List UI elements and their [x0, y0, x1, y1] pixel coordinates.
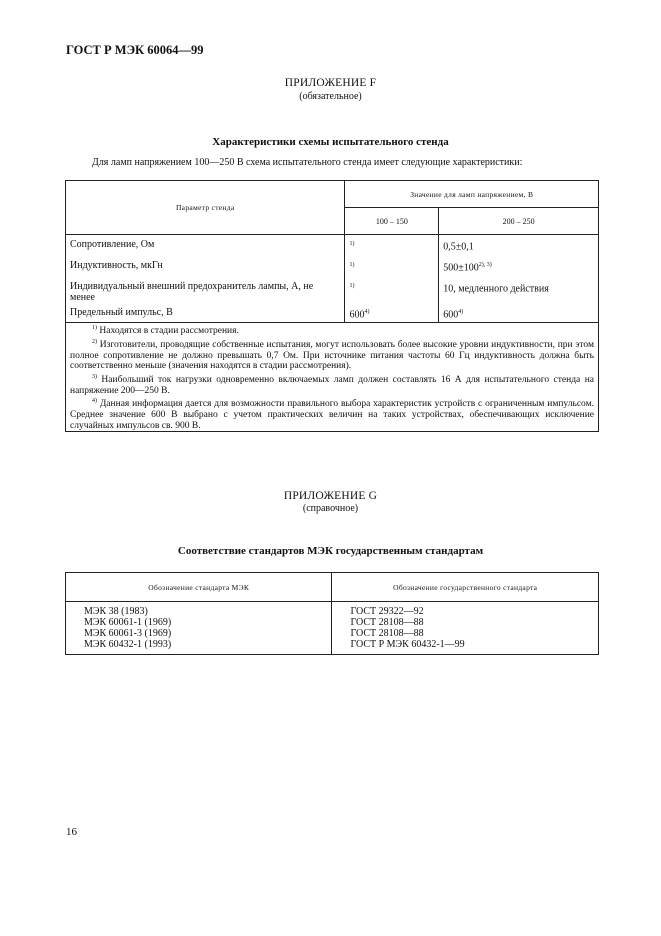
table-row [66, 235, 599, 255]
row-v1: 1) [345, 280, 439, 303]
list-item: МЭК 60061-3 (1969) [84, 628, 172, 639]
row-v2: $500\pm 100^{2), 3)}$ [439, 254, 599, 280]
table-row [66, 254, 599, 280]
col-header-100-150: 100 – 150 [345, 208, 439, 235]
table-row [66, 303, 599, 323]
list-item: МЭК 60432-1 (1993) [84, 639, 172, 650]
col-header-iec: Обозначение стандарта МЭК [66, 573, 332, 602]
row-param: Сопротивление, Ом [66, 235, 345, 255]
row-v2: 0,5±0,1 [439, 235, 599, 255]
row-param: Предельный импульс, В [66, 303, 345, 323]
page-number: 16 [66, 826, 77, 838]
appendix-f-title: ПРИЛОЖЕНИЕ F [284, 77, 377, 89]
footnote: $^{1)}$ Находятся в стадии рассмотрения. [92, 325, 239, 337]
list-item: ГОСТ 28108—88 [350, 617, 424, 628]
row-param: Индивидуальный внешний предохранитель лампы, А, не менее [66, 280, 345, 303]
list-item: ГОСТ 29322—92 [350, 606, 424, 617]
col-header-200-250: 200 – 250 [439, 208, 599, 235]
list-item: ГОСТ 28108—88 [350, 628, 424, 639]
test-stand-table [65, 180, 599, 432]
col-header-values: Значение для ламп напряжением, В [345, 181, 599, 208]
col-header-gost: Обозначение государственного стандарта [332, 573, 599, 602]
appendix-g-title: ПРИЛОЖЕНИЕ G [283, 490, 378, 502]
col-header-param: Параметр стенда [66, 181, 345, 235]
standards-correspondence-table [65, 572, 599, 655]
row-param: Индуктивность, мкГн [66, 254, 345, 280]
table-footnotes [66, 323, 599, 432]
footnote: $^{3)}$ Наибольший ток нагрузки одновременно включаемых ламп должен составлять 16 А для испытательного стенда на напряжение 200—250 В. [70, 374, 594, 396]
list-item: МЭК 60061-1 (1969) [84, 617, 172, 628]
row-v2: 600$^{4)}$ [439, 303, 599, 323]
row-v1: 1) [345, 254, 439, 280]
row-v2: 10, медленного действия [439, 280, 599, 303]
appendix-g-subtitle: (справочное) [302, 503, 359, 514]
table-row [66, 280, 599, 303]
row-v1: 600$^{4)}$ [345, 303, 439, 323]
footnote: $^{2)}$ Изготовители, проводящие собственные испытания, могут использовать более высокие уровни индуктивности, при этом полное сопротивление не должно превышать 0,7 Ом. При источнике питания частоты 60 Гц индуктивность должна быть соответственно меньше (значения находятся в стадии рассмотрения). [70, 339, 595, 372]
gost-standards-list [332, 602, 599, 655]
appendix-f-subtitle: (обязательное) [299, 91, 362, 102]
appendix-g-heading: Соответствие стандартов МЭК государственным стандартам [177, 545, 484, 557]
document-header: ГОСТ Р МЭК 60064—99 [66, 43, 204, 57]
iec-standards-list [66, 602, 332, 655]
footnote: $^{4)}$ Данная информация дается для возможности правильного выбора характеристик устройств с ограниченным импульсом. Среднее значение 600 В выбрано с учетом практических величин на таких устройствах, обеспечивающих исключение случайных импульсов св. 900 В. [70, 398, 594, 431]
list-item: ГОСТ Р МЭК 60432-1—99 [350, 639, 465, 650]
appendix-f-intro: Для ламп напряжением 100—250 В схема испытательного стенда имеет следующие характеристики: [92, 157, 523, 168]
row-v1: 1) [345, 235, 439, 255]
list-item: МЭК 38 (1983) [84, 606, 148, 617]
appendix-f-heading: Характеристики схемы испытательного стенда [212, 136, 449, 148]
